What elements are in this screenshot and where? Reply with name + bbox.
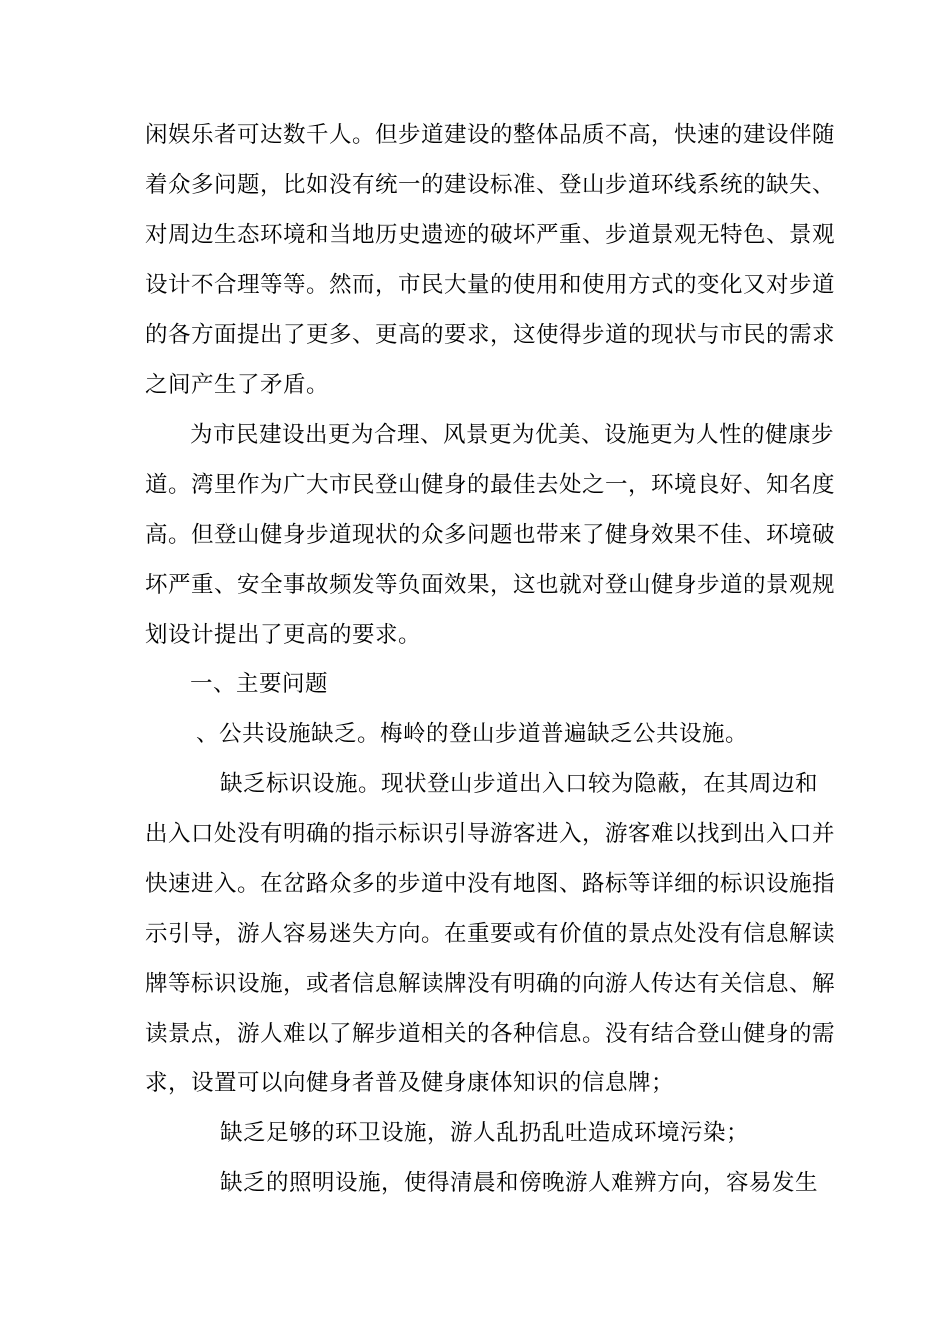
text-line: 之间产生了矛盾。 [145, 372, 330, 398]
text-line: 闲娱乐者可达数千人。但步道建设的整体品质不高，快速的建设伴随 [145, 122, 836, 148]
text-line: 着众多问题，比如没有统一的建设标准、登山步道环线系统的缺失、 [145, 172, 836, 198]
section-heading: 一、主要问题 [190, 671, 329, 697]
text-line: 道。湾里作为广大市民登山健身的最佳去处之一，环境良好、知名度 [145, 472, 836, 498]
subsection-heading: 、公共设施缺乏。梅岭的登山步道普遍缺乏公共设施。 [196, 721, 749, 747]
text-line: 出入口处没有明确的指示标识引导游客进入，游客难以找到出入口并 [145, 821, 836, 847]
paragraph-4: 缺乏足够的环卫设施，游人乱扔乱吐造成环境污染； [220, 1120, 750, 1146]
text-line: 对周边生态环境和当地历史遗迹的破坏严重、步道景观无特色、景观 [145, 222, 836, 248]
text-line: 为市民建设出更为合理、风景更为优美、设施更为人性的健康步 [190, 422, 835, 448]
text-line: 牌等标识设施，或者信息解读牌没有明确的向游人传达有关信息、解 [145, 971, 836, 997]
text-line: 高。但登山健身步道现状的众多问题也带来了健身效果不佳、环境破 [145, 522, 836, 548]
text-line: 求，设置可以向健身者普及健身康体知识的信息牌； [145, 1070, 675, 1096]
text-line: 的各方面提出了更多、更高的要求，这使得步道的现状与市民的需求 [145, 322, 836, 348]
paragraph-5: 缺乏的照明设施，使得清晨和傍晚游人难辨方向，容易发生 [220, 1170, 819, 1196]
text-line: 坏严重、安全事故频发等负面效果，这也就对登山健身步道的景观规 [145, 572, 836, 598]
text-line: 读景点，游人难以了解步道相关的各种信息。没有结合登山健身的需 [145, 1021, 836, 1047]
text-line: 快速进入。在岔路众多的步道中没有地图、路标等详细的标识设施指 [145, 871, 836, 897]
text-line: 划设计提出了更高的要求。 [145, 622, 422, 648]
text-line: 设计不合理等等。然而，市民大量的使用和使用方式的变化又对步道 [145, 272, 836, 298]
text-line: 示引导，游人容易迷失方向。在重要或有价值的景点处没有信息解读 [145, 921, 836, 947]
text-line: 缺乏标识设施。现状登山步道出入口较为隐蔽，在其周边和 [220, 771, 819, 797]
